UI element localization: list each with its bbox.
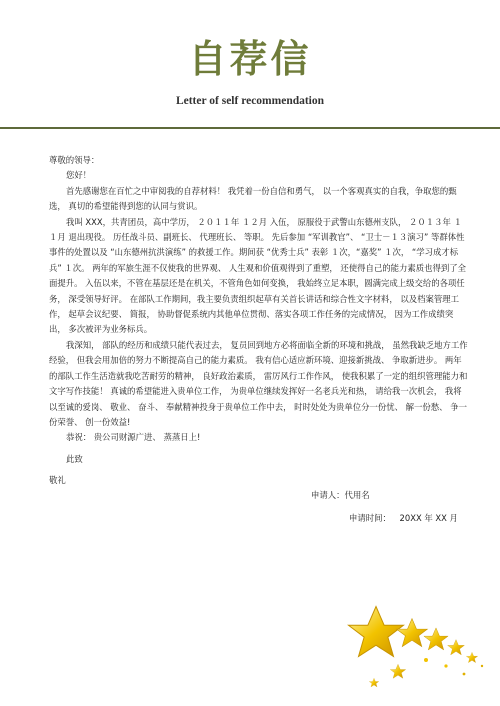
date-line bbox=[349, 512, 458, 524]
regards-line: 敬礼 bbox=[49, 475, 66, 486]
applicant-line bbox=[311, 489, 370, 501]
sparkle-dot-icon bbox=[444, 664, 447, 667]
star-large-icon bbox=[349, 607, 404, 657]
applicant-name: 代用名 bbox=[344, 490, 370, 500]
paragraph-commitment: 我深知， 部队的经历和成绩只能代表过去， 复员回到地方必将面临全新的环境和挑战， 虽然我缺乏地方工作经验， 但我会用加倍的努力不断提高自己的能力素质。 我有信心适应新环境、迎接新挑战、 争取新进步。 两年的部队工作生活造就我吃苦耐劳的精神， 良好政治素质， 雷厉风行工作作风， 使我积累了一定的组织管理能力和文字写作技能！ 真诚的希望能进入贵单位工作， 为贵单位继续发挥好一名老兵光和热， 请给我一次机会， 我将以至诚的爱岗、 敬业、 奋斗、 奉献精神投身于贵单位工作中去， 时时处处为贵单位分一份忧、 解一份愁、 争一份荣誉、 创一份效益! bbox=[49, 339, 468, 427]
header-divider bbox=[0, 127, 500, 129]
star-small-icon bbox=[369, 678, 379, 687]
star-small-icon bbox=[448, 640, 465, 655]
sparkle-dot-icon bbox=[424, 658, 428, 662]
date-label: 申请时间： bbox=[349, 513, 391, 523]
star-medium-icon bbox=[424, 628, 448, 650]
gold-stars-icon bbox=[338, 600, 488, 692]
closing-line: 此致 bbox=[66, 453, 83, 464]
wishes-line: 恭祝： 贵公司财源广进、 蒸蒸日上! bbox=[66, 432, 201, 443]
star-small-icon bbox=[390, 664, 405, 678]
star-small-icon bbox=[466, 652, 477, 662]
star-medium-icon bbox=[397, 619, 428, 647]
sparkle-dot-icon bbox=[481, 665, 483, 667]
letter-body bbox=[49, 153, 469, 489]
paragraph-experience: 我叫 XXX，共青团员，高中学历， ２０１１年 １２月 入伍， 原服役于武警山东德州支队， ２０１３年 １１月 退出现役。 历任战斗员、副班长、 代理班长、 等职。 先后参加 “军训教官”、 “卫士－１３演习” 等群体性事件的处置以及 “山东德州抗洪演练” 的救援工作。期间获 “优秀士兵” 表彰 １次，“嘉奖” １次， “学习成才标兵” １次。 两年的军旅生涯不仅使我的世界观、 人生观和价值观得到了重塑， 还使得自己的能力素质也得到了全面提升。 入伍以来，不管在基层还是在机关，不管角色如何变换， 我始终立足本职，圆满完成上级交给的各项任务， 深受领导好评。 在部队工作期间，我主要负责组织起草有关首长讲话和综合性文字材料， 以及档案管理工作， 起草会议纪要、 简报， 协助督促系统内其他单位贯彻、落实各项工作任务的完成情况， 因为工作成绩突出， 多次被评为业务标兵。 bbox=[49, 216, 466, 335]
salutation: 尊敬的领导： bbox=[49, 155, 100, 165]
greeting: 您好！ bbox=[66, 170, 92, 181]
paragraph-intro: 首先感谢您在百忙之中审阅我的自荐材料！ 我凭着一份自信和勇气， 以一个客观真实的自我，争取您的甄选， 真切的希望能得到您的认同与赏识。 bbox=[49, 185, 457, 212]
applicant-label: 申请人： bbox=[311, 490, 345, 500]
document-title: 自荐信 bbox=[188, 37, 312, 81]
document-subtitle: Letter of self recommendation bbox=[175, 95, 325, 107]
date-value: 20XX 年 XX 月 bbox=[399, 513, 458, 523]
sparkle-dot-icon bbox=[463, 673, 466, 676]
